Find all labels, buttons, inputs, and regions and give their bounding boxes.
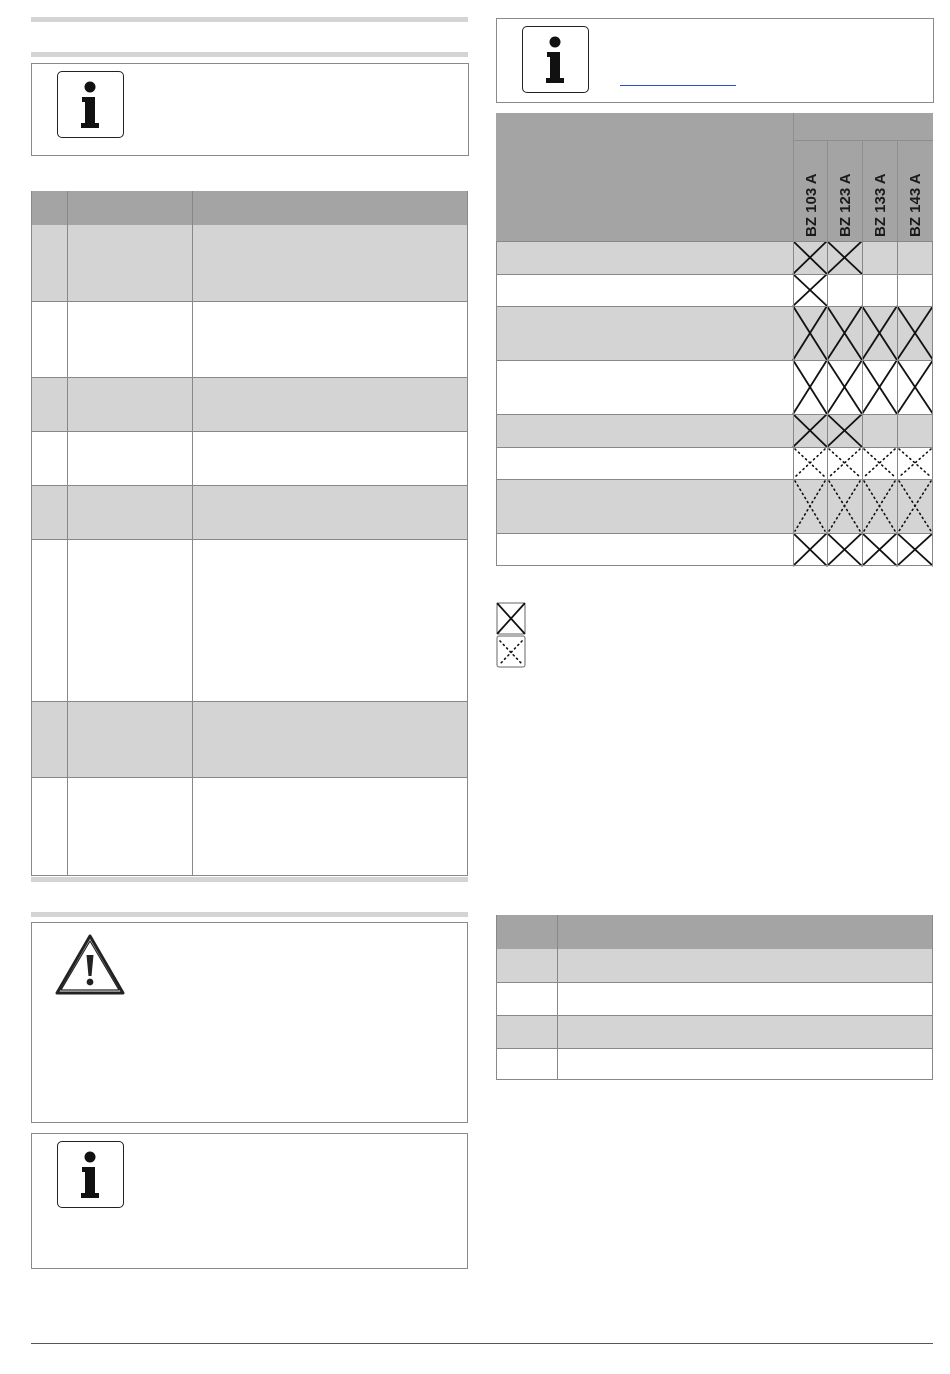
model-header: BZ 123 A <box>837 173 854 237</box>
table-row <box>31 777 468 876</box>
table-row <box>31 377 468 431</box>
legend-cross-mark-icon <box>497 603 525 634</box>
warning-triangle-icon <box>54 933 126 997</box>
compatibility-table <box>496 113 933 567</box>
table-row <box>31 485 468 539</box>
table-row <box>496 1048 933 1080</box>
table-row <box>31 301 468 377</box>
table-row <box>31 701 468 777</box>
compat-row <box>496 414 933 447</box>
info-icon <box>57 71 124 138</box>
right-table <box>496 915 933 1080</box>
section-rule <box>31 912 468 917</box>
section-rule-top <box>31 17 468 22</box>
compatibility-matrix <box>496 241 933 567</box>
table-row <box>496 1015 933 1048</box>
compat-header-left <box>496 113 793 241</box>
table-row <box>496 982 933 1015</box>
info-note-box-2 <box>31 1133 468 1269</box>
model-header: BZ 103 A <box>803 173 820 237</box>
info-note-box <box>31 63 469 156</box>
warning-note-box <box>31 922 468 1123</box>
compat-row <box>496 274 933 306</box>
table-row <box>31 431 468 485</box>
table-row <box>31 225 468 301</box>
section-rule <box>31 877 468 882</box>
hyperlink-underline[interactable] <box>620 85 736 86</box>
table-row <box>31 539 468 701</box>
info-note-box-right <box>496 18 934 103</box>
model-header: BZ 143 A <box>907 173 924 237</box>
compat-row <box>496 241 933 274</box>
model-header: BZ 133 A <box>872 173 889 237</box>
left-table-header <box>31 191 468 225</box>
info-icon <box>522 26 589 93</box>
compat-row <box>496 479 933 533</box>
right-table-header <box>496 915 933 949</box>
compat-header-group <box>793 113 933 140</box>
footer-rule <box>31 1343 933 1344</box>
table-row <box>496 949 933 982</box>
section-rule <box>31 52 468 57</box>
legend <box>496 602 528 670</box>
legend-dotted-cross-mark-icon <box>497 636 525 667</box>
info-icon <box>57 1141 124 1208</box>
left-table <box>31 191 468 876</box>
